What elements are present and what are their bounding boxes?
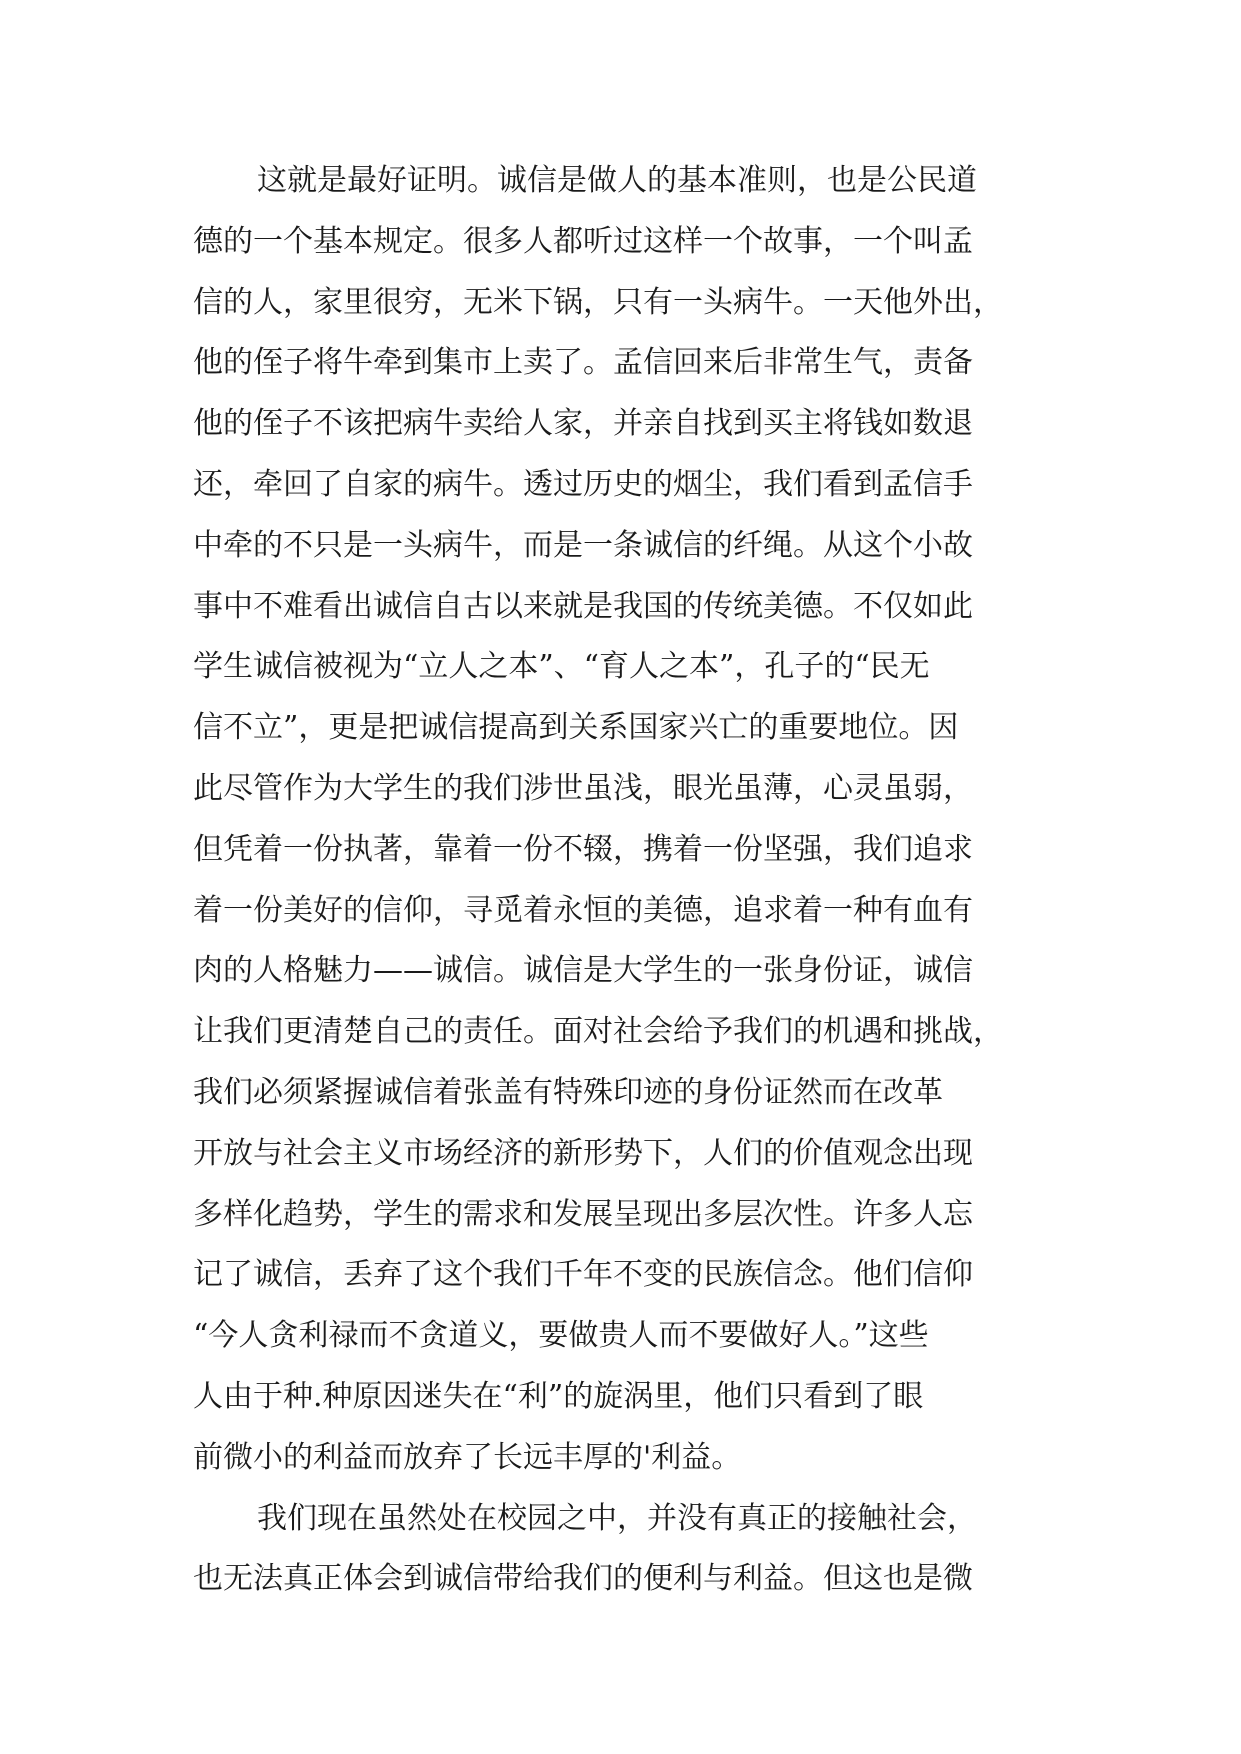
paragraph-line: 此尽管作为大学生的我们涉世虽浅，眼光虽薄，心灵虽弱， — [193, 770, 973, 806]
paragraph-line: 他的侄子将牛牵到集市上卖了。孟信回来后非常生气，责备 — [193, 345, 973, 381]
paragraph-line: 记了诚信，丢弃了这个我们千年不变的民族信念。他们信仰 — [193, 1257, 973, 1293]
paragraph-line: 中牵的不只是一头病牛，而是一条诚信的纤绳。从这个小故 — [193, 527, 973, 563]
paragraph-line: 人由于种.种原因迷失在“利”的旋涡里，他们只看到了眼 — [193, 1378, 924, 1414]
paragraph-2 — [193, 1498, 1073, 1600]
paragraph-line: 但凭着一份执著，靠着一份不辍，携着一份坚强，我们追求 — [193, 831, 973, 867]
paragraph-line: 他的侄子不该把病牛卖给人家，并亲自找到买主将钱如数退 — [193, 406, 973, 442]
paragraph-line: 信的人，家里很穷，无米下锅，只有一头病牛。一天他外出， — [193, 284, 1003, 320]
paragraph-line: “今人贪利禄而不贪道义，要做贵人而不要做好人。”这些 — [193, 1318, 929, 1354]
paragraph-line: 多样化趋势，学生的需求和发展呈现出多层次性。许多人忘 — [193, 1196, 973, 1232]
paragraph-line: 还，牵回了自家的病牛。透过历史的烟尘，我们看到孟信手 — [193, 466, 973, 502]
body-text — [193, 160, 1073, 1619]
paragraph-line: 这就是最好证明。诚信是做人的基本准则，也是公民道 — [257, 163, 977, 198]
paragraph-line: 着一份美好的信仰，寻觅着永恒的美德，追求着一种有血有 — [193, 892, 973, 928]
paragraph-line: 前微小的利益而放弃了长远丰厚的'利益。 — [193, 1439, 742, 1475]
paragraph-1 — [193, 160, 1073, 1478]
paragraph-line: 德的一个基本规定。很多人都听过这样一个故事，一个叫孟 — [193, 223, 973, 259]
paragraph-line: 我们现在虽然处在校园之中，并没有真正的接触社会， — [257, 1500, 977, 1536]
paragraph-line: 也无法真正体会到诚信带给我们的便利与利益。但这也是微 — [193, 1561, 973, 1597]
paragraph-line: 开放与社会主义市场经济的新形势下，人们的价值观念出现 — [193, 1135, 973, 1171]
paragraph-line: 事中不难看出诚信自古以来就是我国的传统美德。不仅如此 — [193, 588, 973, 624]
paragraph-line: 让我们更清楚自己的责任。面对社会给予我们的机遇和挑战， — [193, 1014, 1003, 1050]
paragraph-line: 我们必须紧握诚信着张盖有特殊印迹的身份证然而在改革 — [193, 1074, 943, 1110]
paragraph-line: 肉的人格魅力——诚信。诚信是大学生的一张身份证，诚信 — [193, 953, 973, 989]
paragraph-line: 信不立”，更是把诚信提高到关系国家兴亡的重要地位。因 — [193, 710, 959, 746]
paragraph-line: 学生诚信被视为“立人之本”、“育人之本”，孔子的“民无 — [193, 649, 930, 685]
